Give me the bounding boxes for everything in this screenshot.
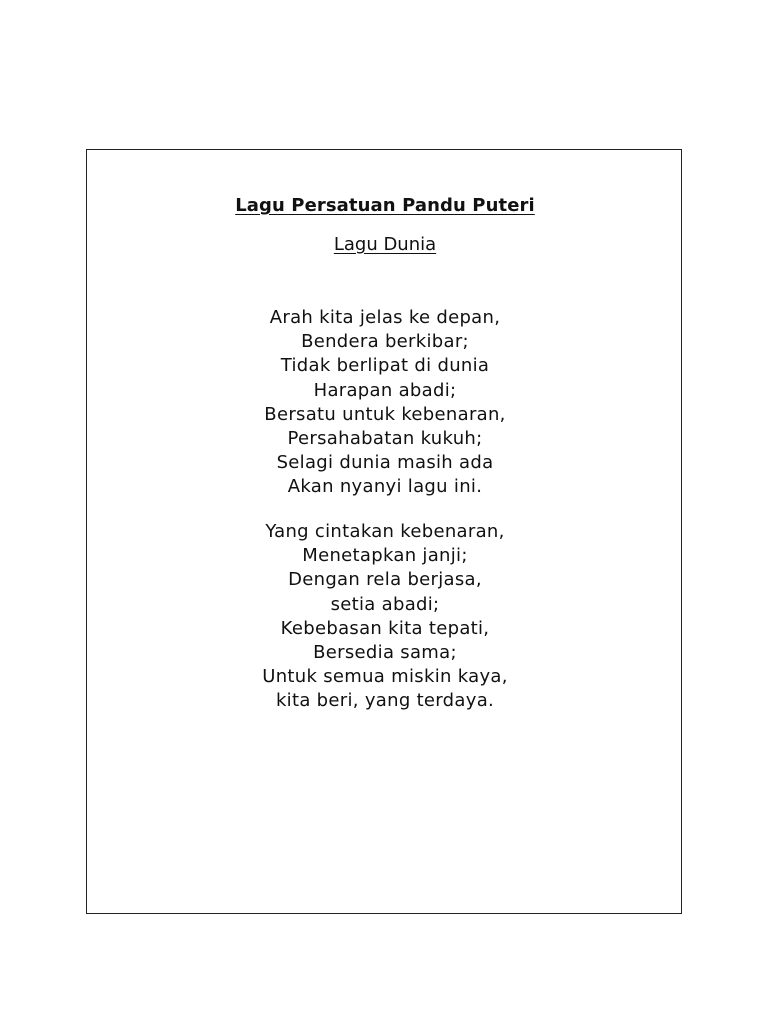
lyric-line: Arah kita jelas ke depan, bbox=[269, 307, 501, 328]
lyric-line: Bersedia sama; bbox=[313, 642, 457, 664]
lyric-line: Kebebasan kita tepati, bbox=[280, 617, 490, 639]
lyric-line: setia abadi; bbox=[330, 593, 440, 615]
lyric-line: kita beri, yang terdaya. bbox=[275, 690, 495, 712]
lyric-line: Tidak berlipat di dunia bbox=[280, 355, 490, 377]
lyric-line: Untuk semua miskin kaya, bbox=[262, 666, 508, 688]
song-title: Lagu Persatuan Pandu Puteri bbox=[235, 195, 535, 216]
stanza-1 bbox=[87, 306, 683, 500]
lyric-line: Persahabatan kukuh; bbox=[287, 428, 483, 450]
page-frame bbox=[86, 149, 682, 914]
stanza-2 bbox=[87, 520, 683, 714]
lyric-line: Bendera berkibar; bbox=[301, 331, 469, 353]
lyric-line: Harapan abadi; bbox=[313, 379, 457, 401]
lyric-line: Menetapkan janji; bbox=[302, 545, 468, 567]
lyric-line: Bersatu untuk kebenaran, bbox=[264, 403, 506, 425]
lyric-line: Akan nyanyi lagu ini. bbox=[287, 476, 483, 498]
lyric-line: Selagi dunia masih ada bbox=[276, 452, 494, 474]
lyric-line: Dengan rela berjasa, bbox=[288, 569, 482, 591]
lyric-line: Yang cintakan kebenaran, bbox=[265, 521, 505, 542]
song-subtitle: Lagu Dunia bbox=[333, 234, 437, 255]
